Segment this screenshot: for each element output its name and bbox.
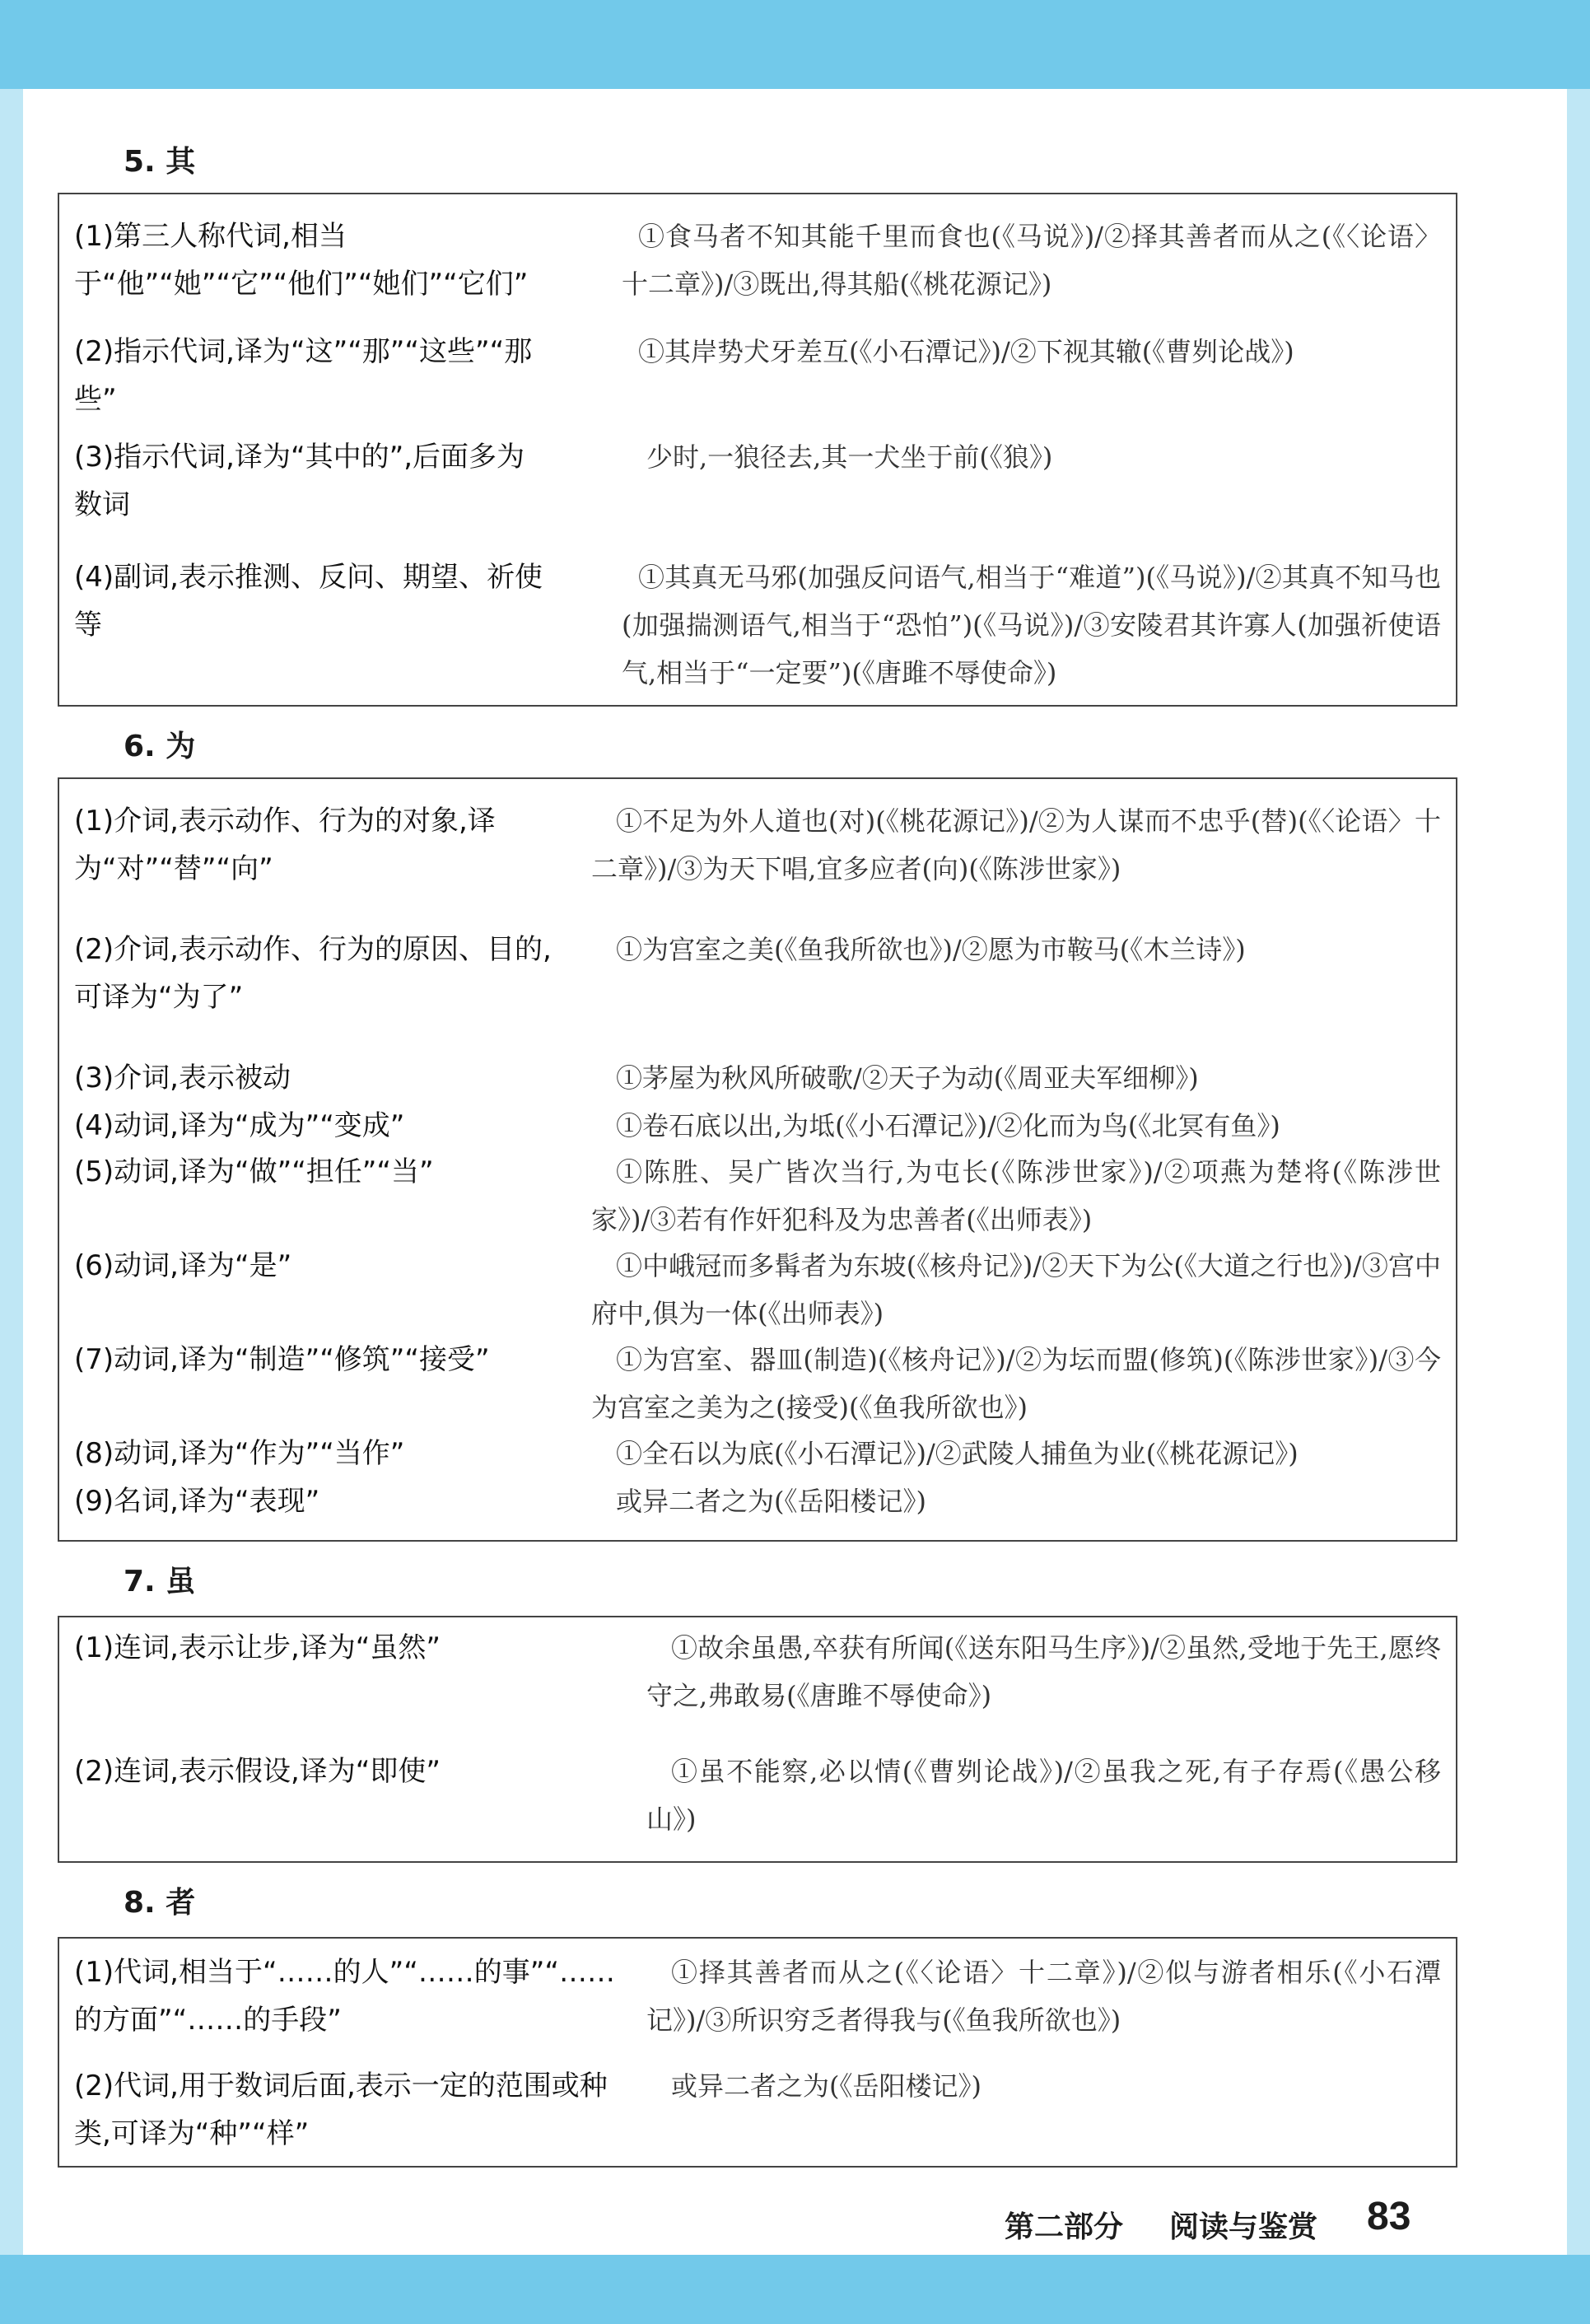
- rule-text: (3)介词,表示被动: [74, 1062, 291, 1094]
- rule-text: (3)指示代词,译为“其中的”,后面多为数词: [74, 441, 525, 521]
- example-text: ①全石以为底(《小石潭记》)/②武陵人捕鱼为业(《桃花源记》): [616, 1438, 1299, 1469]
- section-title-qi: 5. 其: [124, 145, 196, 179]
- example-text: ①卷石底以出,为坻(《小石潭记》)/②化而为鸟(《北冥有鱼》): [616, 1110, 1280, 1141]
- section-title-zhe: 8. 者: [124, 1886, 196, 1920]
- example-text: ①其岸势犬牙差互(《小石潭记》)/②下视其辙(《曹刿论战》): [638, 336, 1294, 367]
- example-text: ①其真无马邪(加强反问语气,相当于“难道”)(《马说》)/②其真不知马也(加强揣测语气,相当于“恐怕”)(《马说》)/③安陵君其许寡人(加强祈使语气,相当于“一定要”)(《唐雎不辱使命》): [622, 562, 1441, 688]
- example-text: ①陈胜、吴广皆次当行,为屯长(《陈涉世家》)/②项燕为楚将(《陈涉世家》)/③若有作奸犯科及为忠善者(《出师表》): [591, 1156, 1441, 1235]
- example-text: ①不足为外人道也(对)(《桃花源记》)/②为人谋而不忠乎(替)(《〈论语〉十二章》)/③为天下唱,宜多应者(向)(《陈涉世家》): [591, 805, 1441, 884]
- rule-text: (8)动词,译为“作为”“当作”: [74, 1437, 405, 1470]
- rule-text: (2)介词,表示动作、行为的原因、目的,可译为“为了”: [74, 933, 552, 1014]
- rule-text: (2)指示代词,译为“这”“那”“这些”“那些”: [74, 335, 533, 416]
- top-color-band: [0, 0, 1590, 89]
- example-text: ①食马者不知其能千里而食也(《马说》)/②择其善者而从之(《〈论语〉十二章》)/③既出,得其船(《桃花源记》): [622, 221, 1441, 300]
- rule-text: (4)副词,表示推测、反问、期望、祈使等: [74, 561, 543, 642]
- example-text: ①故余虽愚,卒获有所闻(《送东阳马生序》)/②虽然,受地于先王,愿终守之,弗敢易(《唐雎不辱使命》): [646, 1632, 1441, 1711]
- section-title-sui: 7. 虽: [124, 1565, 196, 1598]
- rule-text: (5)动词,译为“做”“担任”“当”: [74, 1155, 434, 1188]
- rule-text: (1)代词,相当于“……的人”“……的事”“……的方面”“……的手段”: [74, 1956, 616, 2037]
- section-title-wei: 6. 为: [124, 730, 196, 763]
- rule-text: (1)第三人称代词,相当于“他”“她”“它”“他们”“她们”“它们”: [74, 220, 529, 301]
- example-text: ①为宫室之美(《鱼我所欲也》)/②愿为市鞍马(《木兰诗》): [616, 934, 1246, 965]
- example-text: ①择其善者而从之(《〈论语〉十二章》)/②似与游者相乐(《小石潭记》)/③所识穷乏者得我与(《鱼我所欲也》): [646, 1957, 1441, 2036]
- example-text: 或异二者之为(《岳阳楼记》): [616, 1486, 926, 1517]
- example-text: ①为宫室、器皿(制造)(《核舟记》)/②为坛而盟(修筑)(《陈涉世家》)/③今为宫室之美为之(接受)(《鱼我所欲也》): [591, 1344, 1441, 1423]
- example-text: ①虽不能察,必以情(《曹刿论战》)/②虽我之死,有子存焉(《愚公移山》): [646, 1756, 1441, 1835]
- rule-text: (1)介词,表示动作、行为的对象,译为“对”“替”“向”: [74, 805, 496, 885]
- footer-section-name: 阅读与鉴赏: [1169, 2210, 1318, 2244]
- rule-text: (2)连词,表示假设,译为“即使”: [74, 1755, 441, 1788]
- example-text: ①中峨冠而多髯者为东坡(《核舟记》)/②天下为公(《大道之行也》)/③宫中府中,俱为一体(《出师表》): [591, 1250, 1441, 1329]
- rule-text: (6)动词,译为“是”: [74, 1249, 292, 1282]
- example-text: ①茅屋为秋风所破歌/②天子为动(《周亚夫军细柳》): [616, 1062, 1199, 1094]
- rule-text: (7)动词,译为“制造”“修筑”“接受”: [74, 1343, 490, 1376]
- page-number: 83: [1367, 2195, 1411, 2238]
- example-text: 或异二者之为(《岳阳楼记》): [671, 2070, 982, 2102]
- rule-text: (2)代词,用于数词后面,表示一定的范围或种类,可译为“种”“样”: [74, 2070, 608, 2150]
- footer-part: 第二部分: [1005, 2210, 1124, 2244]
- rule-text: (9)名词,译为“表现”: [74, 1485, 320, 1518]
- rule-text: (4)动词,译为“成为”“变成”: [74, 1109, 405, 1142]
- rule-text: (1)连词,表示让步,译为“虽然”: [74, 1631, 441, 1664]
- example-text: 少时,一狼径去,其一犬坐于前(《狼》): [646, 441, 1053, 473]
- bottom-color-band: [0, 2255, 1590, 2324]
